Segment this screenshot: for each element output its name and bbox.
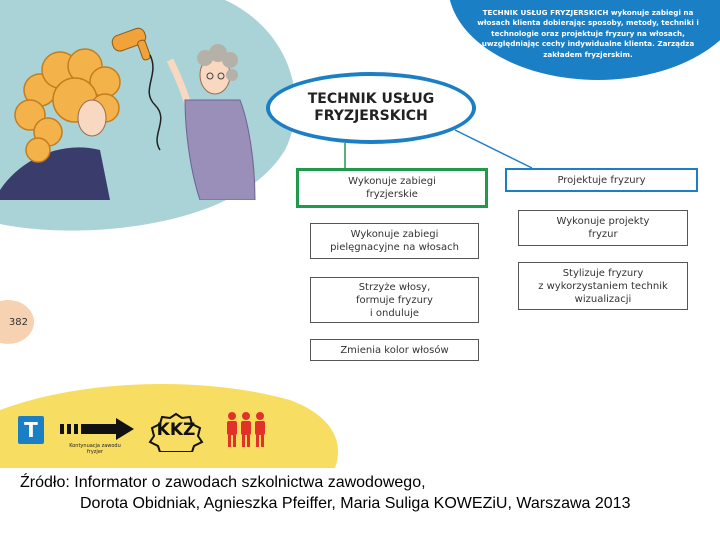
page-number: 382 (0, 300, 34, 344)
source-line-1: Źródło: Informator o zawodach szkolnictwa zawodowego, (20, 474, 426, 491)
kkz-text: KKZ (156, 420, 196, 440)
t-logo-letter: T (24, 418, 38, 442)
left-branch-item-1: Wykonuje zabiegi pielęgnacyjne na włosach (310, 223, 479, 259)
right-branch-header: Projektuje fryzury (505, 168, 698, 192)
info-bubble-text: TECHNIK USŁUG FRYZJERSKICH wykonuje zabiegi na włosach klienta dobierając sposoby, metody, techniki i technologie oraz projektuje fryzury na włosach, uwzględniając cechy indywidualne klienta. Zarządza zakładem fryzjerskim. (477, 8, 699, 59)
people-icon (222, 410, 270, 452)
arrow-icon (60, 418, 136, 442)
source-line-2: Dorota Obidniak, Agnieszka Pfeiffer, Maria Suliga KOWEZiU, Warszawa 2013 (80, 495, 631, 513)
right-branch-item-1: Wykonuje projekty fryzur (518, 210, 688, 246)
arrow-caption: Kontynuacja zawodu fryzjer (69, 443, 121, 455)
diagram-title: TECHNIK USŁUG FRYZJERSKICH (266, 72, 476, 144)
left-branch-header: Wykonuje zabiegi fryzjerskie (296, 168, 488, 208)
t-logo-icon (18, 416, 44, 444)
right-branch-item-2: Stylizuje fryzury z wykorzystaniem technik wizualizacji (518, 262, 688, 310)
left-branch-item-3: Zmienia kolor włosów (310, 339, 479, 361)
source-citation (20, 472, 710, 514)
left-branch-item-2: Strzyże włosy, formuje fryzury i onduluje (310, 277, 479, 323)
